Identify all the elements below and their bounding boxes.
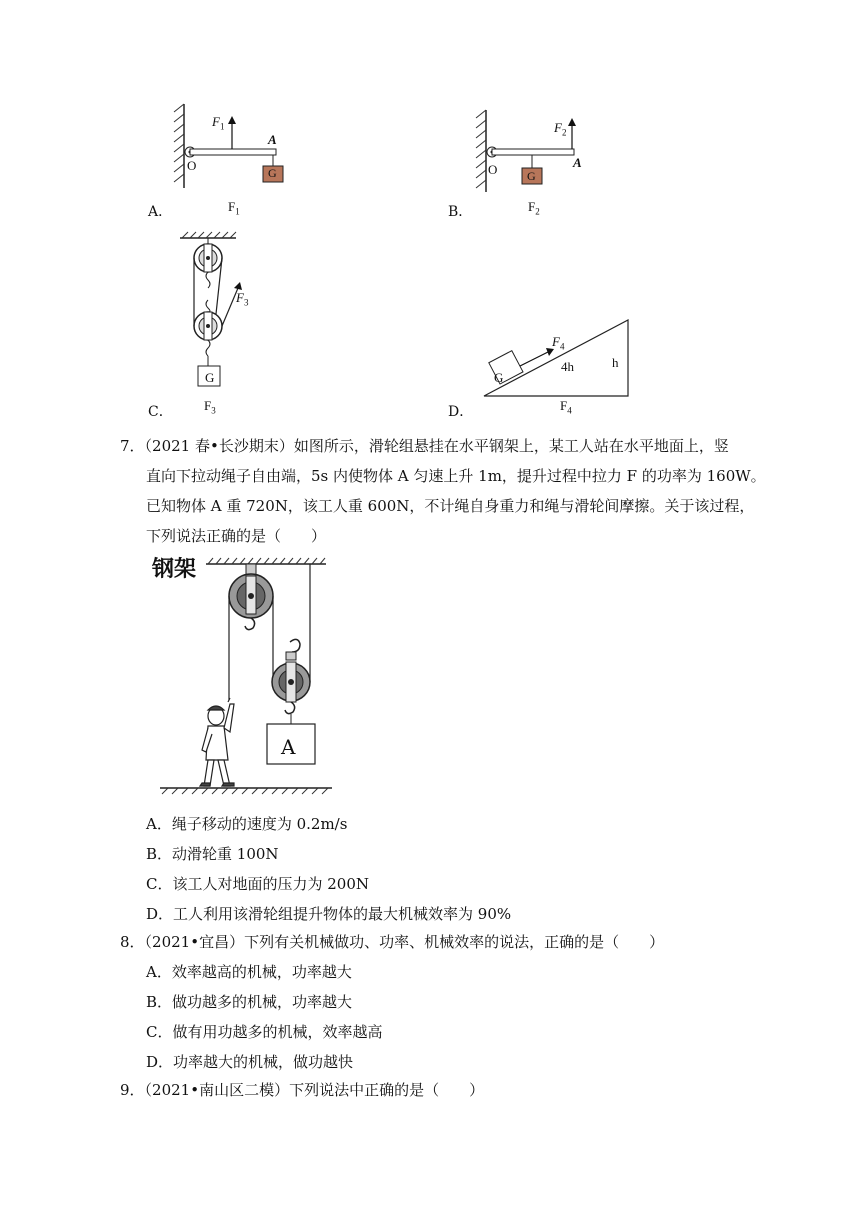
q6-a-weight-label: G xyxy=(268,166,277,180)
q6-option-a-letter: A． xyxy=(148,204,173,220)
q6-d-force-label: $F_4$ xyxy=(552,334,565,352)
q7-option-d: D．工人利用该滑轮组提升物体的最大机械效率为 90% xyxy=(146,905,512,923)
q7-pulley-figure xyxy=(150,550,340,802)
q6-option-a-figure xyxy=(170,100,300,200)
q7-option-c: C．该工人对地面的压力为 200N xyxy=(146,875,370,893)
q8-stem: 8．（2021•宜昌）下列有关机械做功、功率、机械效率的说法，正确的是（ ） xyxy=(120,933,665,951)
q8-option-d: D．功率越大的机械，做功越快 xyxy=(146,1053,354,1071)
q6-b-pivot-label: O xyxy=(488,162,498,177)
q6-b-weight-label: G xyxy=(527,169,536,183)
q6-c-caption: $F_3$ xyxy=(204,398,216,416)
q6-d-weight-label: G xyxy=(494,370,504,385)
q7-option-b: B．动滑轮重 100N xyxy=(146,845,279,863)
q9-stem: 9．（2021•南山区二模）下列说法中正确的是（ ） xyxy=(120,1081,485,1099)
q7-stem-line-4: 下列说法正确的是（ ） xyxy=(146,527,327,545)
q6-option-d-letter: D． xyxy=(448,404,474,420)
q6-b-force-label: $F_2$ xyxy=(554,120,567,138)
q6-a-point-label: A xyxy=(268,132,277,147)
q6-b-point-label: A xyxy=(573,155,582,170)
q6-option-c-figure xyxy=(170,228,270,394)
q8-option-a: A．效率越高的机械，功率越大 xyxy=(146,963,352,981)
q6-option-c-letter: C． xyxy=(148,404,173,420)
q8-option-c: C．做有用功越多的机械，效率越高 xyxy=(146,1023,383,1041)
q7-frame-label: 钢架 xyxy=(152,557,197,582)
q6-d-height-label: h xyxy=(612,355,619,370)
q6-d-slope-label: 4h xyxy=(561,359,574,374)
q7-block-label: A xyxy=(281,735,296,759)
q6-d-caption: $F_4$ xyxy=(560,398,572,416)
q6-a-pivot-label: O xyxy=(187,158,197,173)
q7-stem-line-1: 7．（2021 春•长沙期末）如图所示，滑轮组悬挂在水平钢架上，某工人站在水平地面上，竖 xyxy=(120,437,729,455)
q6-b-caption: $F_2$ xyxy=(528,199,540,217)
q6-a-caption: $F_1$ xyxy=(228,199,240,217)
q6-c-weight-label: G xyxy=(205,370,215,385)
q7-stem-line-3: 已知物体 A 重 720N，该工人重 600N，不计绳自身重力和绳与滑轮间摩擦。关于该过程， xyxy=(146,497,755,515)
q6-c-force-label: $F_3$ xyxy=(236,290,249,308)
q7-stem-line-2: 直向下拉动绳子自由端，5s 内使物体 A 匀速上升 1m，提升过程中拉力 F 的功率为 160W。 xyxy=(146,467,766,485)
q7-option-a: A．绳子移动的速度为 0.2m/s xyxy=(146,815,348,833)
q6-a-force-label: $F_1$ xyxy=(212,114,225,132)
q6-option-b-letter: B． xyxy=(448,204,473,220)
q6-option-b-figure xyxy=(472,100,602,200)
q8-option-b: B．做功越多的机械，功率越大 xyxy=(146,993,353,1011)
